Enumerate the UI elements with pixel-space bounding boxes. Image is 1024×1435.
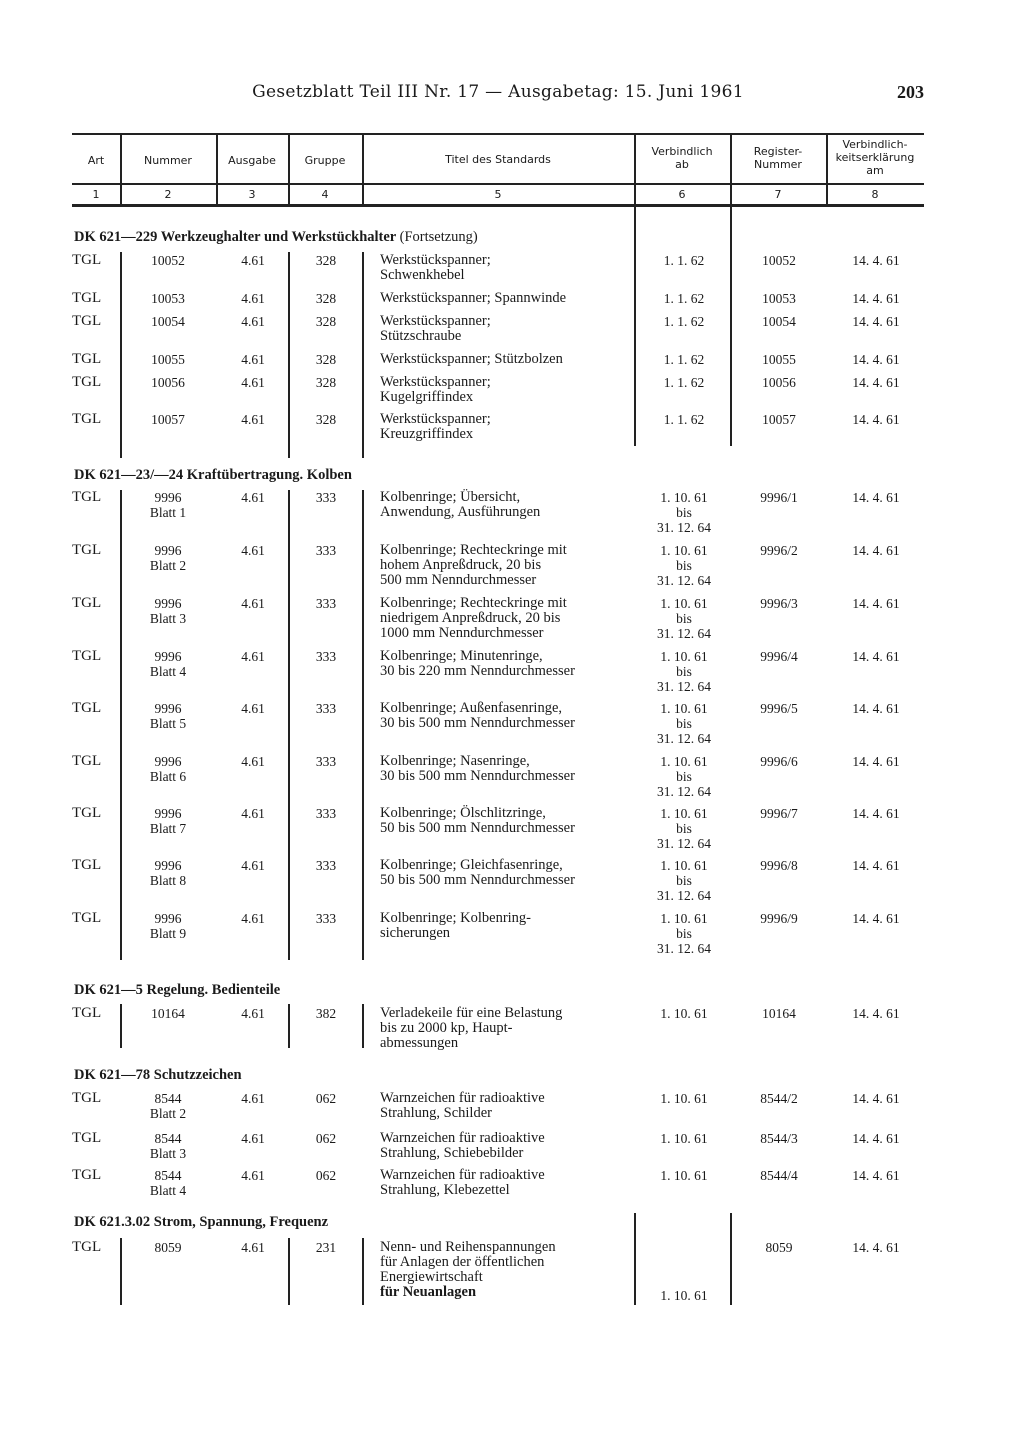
nummer-cell: 9996 Blatt 7 bbox=[149, 806, 187, 836]
ausgabe-cell: 4.61 bbox=[241, 596, 265, 611]
verbindlich-cell: 1. 1. 62 bbox=[663, 412, 705, 427]
column-rule bbox=[288, 490, 290, 960]
gruppe-cell: 062 bbox=[315, 1131, 337, 1146]
nummer-cell: 9996 Blatt 9 bbox=[149, 911, 187, 941]
titel-cell: Nenn- und Reihenspannungen für Anlagen der öffentlichen Energiewirtschaft für Neuanlagen bbox=[380, 1240, 635, 1300]
ausgabe-cell: 4.61 bbox=[241, 1131, 265, 1146]
page-number: 203 bbox=[897, 82, 924, 102]
titel-cell: Warnzeichen für radioaktive Strahlung, Klebezettel bbox=[380, 1167, 545, 1198]
titel-cell: Werkstückspanner; Kreuzgriffindex bbox=[380, 411, 491, 442]
register-cell: 9996/9 bbox=[760, 911, 798, 926]
register-cell: 10057 bbox=[762, 412, 796, 427]
ausgabe-cell: 4.61 bbox=[241, 911, 265, 926]
register-cell: 10053 bbox=[762, 291, 796, 306]
art-cell: TGL bbox=[72, 753, 102, 769]
gruppe-cell: 333 bbox=[315, 806, 337, 821]
col-number: 3 bbox=[248, 188, 256, 201]
gruppe-cell: 062 bbox=[315, 1168, 337, 1183]
erklaerung-cell: 14. 4. 61 bbox=[852, 806, 900, 821]
verbindlich-cell: 1. 10. 61 bis 31. 12. 64 bbox=[657, 858, 711, 903]
erklaerung-cell: 14. 4. 61 bbox=[852, 412, 900, 427]
register-cell: 9996/2 bbox=[760, 543, 798, 558]
art-cell: TGL bbox=[72, 290, 102, 306]
nummer-cell: 10055 bbox=[151, 352, 185, 367]
col-header-erklaerung: Verbindlich- keitserklärung am bbox=[835, 138, 915, 177]
erklaerung-cell: 14. 4. 61 bbox=[852, 1006, 900, 1021]
section-heading: DK 621—229 Werkzeughalter und Werkstückhalter (Fortsetzung) bbox=[74, 229, 478, 245]
header-top-rule bbox=[72, 133, 924, 135]
register-cell: 9996/7 bbox=[760, 806, 798, 821]
column-rule bbox=[362, 1004, 364, 1048]
gruppe-cell: 333 bbox=[315, 490, 337, 505]
register-cell: 10056 bbox=[762, 375, 796, 390]
art-cell: TGL bbox=[72, 700, 102, 716]
titel-bold-line: für Neuanlagen bbox=[380, 1284, 477, 1300]
ausgabe-cell: 4.61 bbox=[241, 1091, 265, 1106]
register-cell: 10164 bbox=[762, 1006, 796, 1021]
gruppe-cell: 328 bbox=[315, 253, 337, 268]
col-header-art: Art bbox=[87, 154, 105, 167]
ausgabe-cell: 4.61 bbox=[241, 1168, 265, 1183]
art-cell: TGL bbox=[72, 1239, 102, 1255]
titel-cell: Warnzeichen für radioaktive Strahlung, Schilder bbox=[380, 1090, 545, 1121]
ausgabe-cell: 4.61 bbox=[241, 253, 265, 268]
gruppe-cell: 333 bbox=[315, 701, 337, 716]
ausgabe-cell: 4.61 bbox=[241, 412, 265, 427]
titel-cell: Kolbenringe; Außenfasenringe, 30 bis 500 mm Nenndurchmesser bbox=[380, 700, 575, 731]
col-header-titel: Titel des Standards bbox=[445, 153, 551, 166]
register-cell: 10052 bbox=[762, 253, 796, 268]
register-cell: 8544/4 bbox=[760, 1168, 798, 1183]
erklaerung-cell: 14. 4. 61 bbox=[852, 754, 900, 769]
art-cell: TGL bbox=[72, 542, 102, 558]
verbindlich-cell: 1. 10. 61 bis 31. 12. 64 bbox=[657, 596, 711, 641]
erklaerung-cell: 14. 4. 61 bbox=[852, 649, 900, 664]
gruppe-cell: 328 bbox=[315, 352, 337, 367]
verbindlich-cell: 1. 10. 61 bis 31. 12. 64 bbox=[657, 649, 711, 694]
register-cell: 9996/4 bbox=[760, 649, 798, 664]
nummer-cell: 8544 Blatt 2 bbox=[149, 1091, 187, 1121]
titel-cell: Kolbenringe; Gleichfasenringe, 50 bis 500 mm Nenndurchmesser bbox=[380, 857, 575, 888]
verbindlich-cell: 1. 1. 62 bbox=[663, 314, 705, 329]
verbindlich-cell: 1. 1. 62 bbox=[663, 253, 705, 268]
gruppe-cell: 328 bbox=[315, 291, 337, 306]
art-cell: TGL bbox=[72, 805, 102, 821]
verbindlich-cell: 1. 10. 61 bbox=[660, 1006, 708, 1021]
gruppe-cell: 328 bbox=[315, 314, 337, 329]
verbindlich-cell: 1. 10. 61 bbox=[660, 1168, 708, 1183]
register-cell: 10054 bbox=[762, 314, 796, 329]
column-rule bbox=[362, 490, 364, 960]
erklaerung-cell: 14. 4. 61 bbox=[852, 1168, 900, 1183]
header-mid-rule bbox=[72, 183, 924, 185]
ausgabe-cell: 4.61 bbox=[241, 649, 265, 664]
nummer-cell: 9996 Blatt 3 bbox=[149, 596, 187, 626]
col-header-gruppe: Gruppe bbox=[304, 154, 346, 167]
ausgabe-cell: 4.61 bbox=[241, 490, 265, 505]
art-cell: TGL bbox=[72, 1130, 102, 1146]
nummer-cell: 9996 Blatt 4 bbox=[149, 649, 187, 679]
verbindlich-cell: 1. 10. 61 bis 31. 12. 64 bbox=[657, 754, 711, 799]
erklaerung-cell: 14. 4. 61 bbox=[852, 858, 900, 873]
verbindlich-cell: 1. 10. 61 bbox=[660, 1091, 708, 1106]
erklaerung-cell: 14. 4. 61 bbox=[852, 1240, 900, 1255]
nummer-cell: 10056 bbox=[151, 375, 185, 390]
gruppe-cell: 333 bbox=[315, 596, 337, 611]
running-title: Gesetzblatt Teil III Nr. 17 — Ausgabetag: 15. Juni 1961 bbox=[252, 82, 744, 102]
col-number: 1 bbox=[92, 188, 100, 201]
nummer-cell: 10057 bbox=[151, 412, 185, 427]
art-cell: TGL bbox=[72, 648, 102, 664]
erklaerung-cell: 14. 4. 61 bbox=[852, 596, 900, 611]
gruppe-cell: 333 bbox=[315, 858, 337, 873]
verbindlich-cell: 1. 1. 62 bbox=[663, 291, 705, 306]
col-number: 2 bbox=[164, 188, 172, 201]
titel-cell: Kolbenringe; Kolbenring- sicherungen bbox=[380, 910, 532, 941]
ausgabe-cell: 4.61 bbox=[241, 701, 265, 716]
titel-cell: Kolbenringe; Übersicht, Anwendung, Ausführungen bbox=[380, 489, 541, 520]
verbindlich-cell: 1. 10. 61 bis 31. 12. 64 bbox=[657, 806, 711, 851]
gruppe-cell: 231 bbox=[315, 1240, 337, 1255]
art-cell: TGL bbox=[72, 1167, 102, 1183]
running-head bbox=[72, 82, 924, 108]
register-cell: 9996/6 bbox=[760, 754, 798, 769]
erklaerung-cell: 14. 4. 61 bbox=[852, 314, 900, 329]
nummer-cell: 9996 Blatt 8 bbox=[149, 858, 187, 888]
verbindlich-cell: 1. 10. 61 bis 31. 12. 64 bbox=[657, 911, 711, 956]
ausgabe-cell: 4.61 bbox=[241, 1006, 265, 1021]
titel-cell: Verladekeile für eine Belastung bis zu 2000 kp, Haupt- abmessungen bbox=[380, 1005, 563, 1051]
register-cell: 9996/8 bbox=[760, 858, 798, 873]
erklaerung-cell: 14. 4. 61 bbox=[852, 1131, 900, 1146]
titel-cell: Warnzeichen für radioaktive Strahlung, Schiebebilder bbox=[380, 1130, 545, 1161]
gruppe-cell: 328 bbox=[315, 375, 337, 390]
register-cell: 8544/3 bbox=[760, 1131, 798, 1146]
ausgabe-cell: 4.61 bbox=[241, 806, 265, 821]
col-header-verbindlich: Verbindlich ab bbox=[651, 145, 713, 171]
art-cell: TGL bbox=[72, 374, 102, 390]
verbindlich-cell: 1. 1. 62 bbox=[663, 352, 705, 367]
art-cell: TGL bbox=[72, 910, 102, 926]
erklaerung-cell: 14. 4. 61 bbox=[852, 490, 900, 505]
nummer-cell: 8544 Blatt 3 bbox=[149, 1131, 187, 1161]
register-cell: 9996/1 bbox=[760, 490, 798, 505]
gruppe-cell: 333 bbox=[315, 649, 337, 664]
col-number: 8 bbox=[871, 188, 879, 201]
verbindlich-cell: 1. 1. 62 bbox=[663, 375, 705, 390]
art-cell: TGL bbox=[72, 1005, 102, 1021]
art-cell: TGL bbox=[72, 489, 102, 505]
nummer-cell: 10054 bbox=[151, 314, 185, 329]
nummer-cell: 10053 bbox=[151, 291, 185, 306]
register-cell: 8544/2 bbox=[760, 1091, 798, 1106]
verbindlich-cell: 1. 10. 61 bis 31. 12. 64 bbox=[657, 490, 711, 535]
verbindlich-cell: 1. 10. 61 bbox=[660, 1288, 708, 1303]
art-cell: TGL bbox=[72, 313, 102, 329]
erklaerung-cell: 14. 4. 61 bbox=[852, 352, 900, 367]
column-rule bbox=[362, 1238, 364, 1305]
erklaerung-cell: 14. 4. 61 bbox=[852, 291, 900, 306]
ausgabe-cell: 4.61 bbox=[241, 375, 265, 390]
nummer-cell: 9996 Blatt 5 bbox=[149, 701, 187, 731]
nummer-cell: 8059 bbox=[154, 1240, 182, 1255]
art-cell: TGL bbox=[72, 252, 102, 268]
erklaerung-cell: 14. 4. 61 bbox=[852, 701, 900, 716]
verbindlich-cell: 1. 10. 61 bis 31. 12. 64 bbox=[657, 701, 711, 746]
col-header-ausgabe: Ausgabe bbox=[228, 154, 276, 167]
titel-cell: Kolbenringe; Minutenringe, 30 bis 220 mm Nenndurchmesser bbox=[380, 648, 575, 679]
section-heading: DK 621—23/—24 Kraftübertragung. Kolben bbox=[74, 467, 352, 483]
column-rule bbox=[362, 252, 364, 458]
titel-cell: Kolbenringe; Nasenringe, 30 bis 500 mm Nenndurchmesser bbox=[380, 753, 575, 784]
titel-cell: Werkstückspanner; Spannwinde bbox=[380, 290, 567, 306]
gruppe-cell: 328 bbox=[315, 412, 337, 427]
register-cell: 9996/3 bbox=[760, 596, 798, 611]
register-cell: 9996/5 bbox=[760, 701, 798, 716]
section-heading: DK 621—5 Regelung. Bedienteile bbox=[74, 982, 281, 998]
nummer-cell: 10164 bbox=[151, 1006, 185, 1021]
col-number: 7 bbox=[774, 188, 782, 201]
header-bottom-rule bbox=[72, 204, 924, 207]
gruppe-cell: 333 bbox=[315, 754, 337, 769]
gruppe-cell: 333 bbox=[315, 911, 337, 926]
col-header-register: Register- Nummer bbox=[753, 145, 803, 171]
titel-cell: Kolbenringe; Rechteckringe mit hohem Anpreßdruck, 20 bis 500 mm Nenndurchmesser bbox=[380, 542, 567, 588]
titel-cell: Werkstückspanner; Kugelgriffindex bbox=[380, 374, 491, 405]
section-heading: DK 621—78 Schutzzeichen bbox=[74, 1067, 242, 1083]
section-heading: DK 621.3.02 Strom, Spannung, Frequenz bbox=[74, 1214, 329, 1230]
ausgabe-cell: 4.61 bbox=[241, 858, 265, 873]
register-cell: 8059 bbox=[765, 1240, 793, 1255]
col-header-nummer: Nummer bbox=[144, 154, 192, 167]
col-number: 4 bbox=[321, 188, 329, 201]
erklaerung-cell: 14. 4. 61 bbox=[852, 375, 900, 390]
ausgabe-cell: 4.61 bbox=[241, 314, 265, 329]
art-cell: TGL bbox=[72, 595, 102, 611]
col-number: 5 bbox=[494, 188, 502, 201]
art-cell: TGL bbox=[72, 1090, 102, 1106]
erklaerung-cell: 14. 4. 61 bbox=[852, 911, 900, 926]
gruppe-cell: 062 bbox=[315, 1091, 337, 1106]
col-number: 6 bbox=[678, 188, 686, 201]
nummer-cell: 9996 Blatt 6 bbox=[149, 754, 187, 784]
nummer-cell: 8544 Blatt 4 bbox=[149, 1168, 187, 1198]
titel-cell: Kolbenringe; Ölschlitzringe, 50 bis 500 mm Nenndurchmesser bbox=[380, 805, 575, 836]
nummer-cell: 9996 Blatt 1 bbox=[149, 490, 187, 520]
gruppe-cell: 333 bbox=[315, 543, 337, 558]
art-cell: TGL bbox=[72, 857, 102, 873]
titel-cell: Werkstückspanner; Stützschraube bbox=[380, 313, 491, 344]
register-cell: 10055 bbox=[762, 352, 796, 367]
erklaerung-cell: 14. 4. 61 bbox=[852, 253, 900, 268]
ausgabe-cell: 4.61 bbox=[241, 352, 265, 367]
titel-cell: Kolbenringe; Rechteckringe mit niedrigem Anpreßdruck, 20 bis 1000 mm Nenndurchmesser bbox=[380, 595, 567, 641]
titel-cell: Werkstückspanner; Schwenkhebel bbox=[380, 252, 491, 283]
nummer-cell: 9996 Blatt 2 bbox=[149, 543, 187, 573]
erklaerung-cell: 14. 4. 61 bbox=[852, 1091, 900, 1106]
verbindlich-cell: 1. 10. 61 bbox=[660, 1131, 708, 1146]
gruppe-cell: 382 bbox=[315, 1006, 337, 1021]
erklaerung-cell: 14. 4. 61 bbox=[852, 543, 900, 558]
ausgabe-cell: 4.61 bbox=[241, 1240, 265, 1255]
nummer-cell: 10052 bbox=[151, 253, 185, 268]
ausgabe-cell: 4.61 bbox=[241, 543, 265, 558]
verbindlich-cell: 1. 10. 61 bis 31. 12. 64 bbox=[657, 543, 711, 588]
art-cell: TGL bbox=[72, 411, 102, 427]
ausgabe-cell: 4.61 bbox=[241, 754, 265, 769]
art-cell: TGL bbox=[72, 351, 102, 367]
ausgabe-cell: 4.61 bbox=[241, 291, 265, 306]
titel-cell: Werkstückspanner; Stützbolzen bbox=[380, 351, 563, 367]
